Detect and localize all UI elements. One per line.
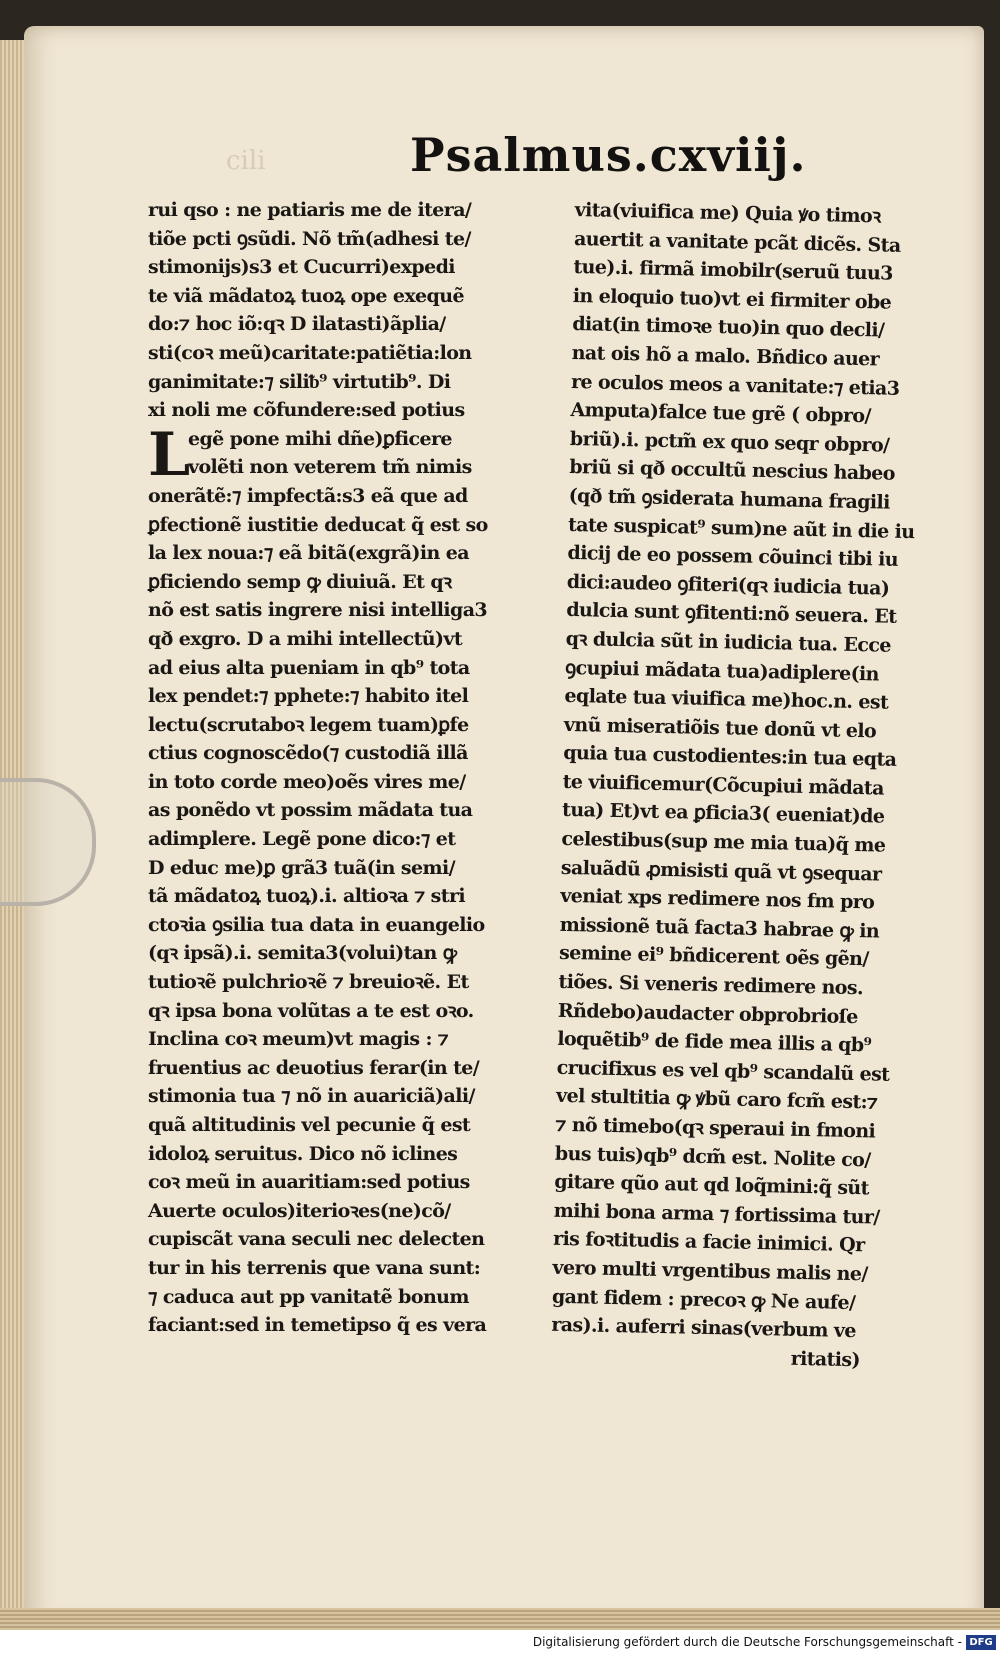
text-line: cupiscãt vana seculi nec delecten: [148, 1228, 485, 1251]
text-line: qꝛ dulcia sũt in iudicia tua. Ecce: [565, 627, 892, 657]
text-line: quã altitudinis vel pecunie q̃ est: [148, 1114, 471, 1136]
text-line: bus tuis)qb⁹ dcm̃ est. Nolite co/: [554, 1142, 871, 1171]
text-line: coꝛ meũ in auaritiam:sed potius: [148, 1171, 470, 1194]
text-line: lectu(scrutaboꝛ legem tuam)ꝑfe: [148, 713, 469, 736]
text-line: as ponẽdo vt possim mãdata tua: [148, 799, 473, 822]
text-line: ꝯcupiui mãdata tua)adiplere(in: [564, 656, 880, 685]
text-line: ritatis): [790, 1347, 861, 1371]
text-line: semine ei⁹ bñdicerent oẽs gẽn/: [558, 942, 869, 971]
footer-credit: Digitalisierung gefördert durch die Deutsche Forschungsgemeinschaft -: [532, 1635, 962, 1649]
text-line: nat ois hõ a malo. Bñdico auer: [571, 341, 880, 371]
text-line: gant fidem : precoꝛ ꝙ Ne aufe/: [551, 1285, 856, 1314]
text-line: ganimitate:⁊ siliᵬ⁹ virtutib⁹. Di: [148, 370, 451, 393]
text-line: ras).i. auferri sinas(verbum ve: [551, 1313, 857, 1343]
text-line: briũ si qð occultũ nescius habeo: [569, 456, 896, 486]
text-line: do:⁊ hoc iõ:qꝛ D ilatasti)ãplia/: [148, 313, 446, 336]
text-line: diat(in timoꝛe tuo)in quo decli/: [572, 313, 885, 342]
text-line: mihi bona arma ⁊ fortissima tur/: [553, 1199, 880, 1229]
text-line: in toto corde meo)oẽs vires me/: [148, 770, 466, 793]
text-line: qꝛ ipsa bona volũtas a te est oꝛo.: [148, 999, 474, 1022]
text-line: ris foꝛtitudis a facie inimici. Qr: [552, 1228, 865, 1257]
text-line: ꝑficiendo semp ꝙ diuiuã. Et qꝛ: [148, 570, 452, 593]
text-line: celestibus(sup me mia tua)q̃ me: [561, 827, 886, 857]
text-line: ad eius alta pueniam in qb⁹ tota: [148, 656, 470, 679]
text-line: missionẽ tuã facta3 habrae ꝙ in: [559, 913, 880, 943]
text-line: onerãtẽ:⁊ impfectã:s3 eã que ad: [148, 484, 468, 507]
text-line: dicij de eo possem cõuinci tibi iu: [567, 542, 899, 571]
text-line: Rñdebo)audacter obprobrioſe: [557, 999, 858, 1028]
text-line: quia tua custodientes:in tua eqta: [563, 742, 897, 772]
text-line: (qð tm̃ ꝯsiderata humana fragili: [568, 484, 891, 514]
text-line: tã mãdatoꝝ tuoꝝ).i. altioꝛa ⁊ stri: [148, 885, 465, 908]
text-line: fruentius ac deuotius ferar(in te/: [148, 1056, 480, 1079]
text-line: qð exgro. D a mihi intellectũ)vt: [148, 627, 463, 650]
text-line: stimonia tua ⁊ nõ in auariciã)ali/: [148, 1085, 475, 1108]
text-line: tate suspicat⁹ sum)ne aũt in die iu: [567, 513, 915, 543]
text-line: tue).i. firmã imobilr(seruũ tuu3: [573, 256, 894, 285]
text-line: la lex noua:⁊ eã bitã(exgrã)in ea: [148, 542, 469, 565]
footer-bar: [0, 1630, 1000, 1655]
left-text-column: [148, 196, 558, 1340]
text-line: volẽti non veterem tm̃ nimis: [188, 456, 472, 479]
right-text-column: [550, 196, 974, 1376]
dfg-logo: DFG: [966, 1635, 996, 1650]
text-line: saluãdũ ꝓmisisti quã vt ꝯsequar: [560, 856, 882, 886]
text-line-content: egẽ pone mihi dñe)ꝑficere: [188, 427, 452, 450]
text-line: veniat xps redimere nos fm pro: [560, 885, 875, 914]
text-line: ⁊ nõ timebo(qꝛ speraui in fmoni: [555, 1113, 876, 1143]
running-head: Psalmus.cxviij.: [410, 128, 807, 182]
text-line: stimonijs)s3 et Cucurri)expedi: [148, 256, 455, 279]
text-line: rui qso : ne patiaris me de itera/: [148, 199, 472, 221]
text-line: ⁊ caduca aut pp vanitatẽ bonum: [148, 1285, 469, 1308]
text-line: ꝑfectionẽ iustitie deducat q̃ est so: [148, 513, 488, 536]
text-line: vnũ miseratiõis tue donũ vt elo: [563, 713, 877, 743]
text-line: ctoꝛia ꝯsilia tua data in euangelio: [148, 913, 485, 936]
text-line: te viã mãdatoꝝ tuoꝝ ope exequẽ: [148, 284, 464, 307]
text-line: auertit a vanitate pcãt dicẽs. Sta: [573, 227, 901, 257]
text-line: lex pendet:⁊ pphete:⁊ habito itel: [148, 685, 469, 708]
text-line: Amputa)falce tue grẽ ( obpro/: [570, 399, 872, 428]
text-line: dici:audeo ꝯfiteri(qꝛ iudicia tua): [566, 570, 890, 600]
text-line: eqlate tua viuifica me)hoc.n. est: [564, 684, 889, 714]
text-line: dulcia sunt ꝯfitenti:nõ seuera. Et: [566, 599, 897, 629]
text-line: tur in his terrenis que vana sunt:: [148, 1256, 481, 1279]
text-line: tiões. Si veneris redimere nos.: [558, 970, 864, 1000]
text-line: D educ me)ꝑ grã3 tuã(in semi/: [148, 856, 455, 879]
text-line: vel stultitia ꝙ ꝟbũ caro fcm̃ est:⁊: [555, 1085, 878, 1114]
text-line: sti(coꝛ meũ)caritate:patiẽtia:lon: [148, 341, 472, 364]
text-line: Inclina coꝛ meum)vt magis : ⁊: [148, 1028, 449, 1051]
text-line: tiõe pcti ꝯsũdi. Nõ tm̃(adhesi te/: [148, 227, 471, 250]
text-line: Auerte oculos)iterioꝛes(ne)cõ/: [148, 1199, 451, 1222]
text-line: in eloquio tuo)vt ei firmiter obe: [572, 284, 892, 314]
text-line: ctius cognoscẽdo(⁊ custodiã illã: [148, 742, 468, 765]
text-line: crucifixus es vel qb⁹ scandalũ est: [556, 1056, 890, 1086]
text-line: vita(viuifica me) Quia ꝟo timoꝛ: [574, 198, 881, 228]
drop-cap-initial: L: [148, 419, 190, 490]
text-line: loquẽtib⁹ de fide mea illis a qb⁹: [557, 1028, 872, 1057]
text-line: te viuificemur(Cõcupiui mãdata: [562, 770, 885, 800]
text-line: (qꝛ ipsã).i. semita3(volui)tan ꝙ: [148, 942, 457, 965]
text-line: vero multi vrgentibus malis ne/: [552, 1256, 868, 1286]
text-line: briũ).i. pctm̃ ex quo seqr obpro/: [569, 427, 890, 457]
show-through-text: cili: [226, 146, 266, 176]
page-bottom-edge: [0, 1608, 1000, 1630]
text-line: gitare qũo aut qd loq̃mini:q̃ sũt: [554, 1170, 870, 1200]
text-line: tua) Et)vt ea ꝑficia3( eueniat)de: [561, 799, 885, 829]
text-line: xi noli me cõfundere:sed potius: [148, 399, 465, 422]
text-line: faciant:sed in temetipso q̃ es vera: [148, 1314, 487, 1337]
text-line: re oculos meos a vanitate:⁊ etia3: [570, 370, 900, 400]
text-line: tutioꝛẽ pulchrioꝛẽ ⁊ breuioꝛẽ. Et: [148, 971, 469, 994]
text-line: adimplere. Legẽ pone dico:⁊ et: [148, 828, 456, 851]
text-line: idoloꝝ seruitus. Dico nõ iclines: [148, 1142, 458, 1165]
text-line: nõ est satis ingrere nisi intelliga3: [148, 599, 488, 622]
